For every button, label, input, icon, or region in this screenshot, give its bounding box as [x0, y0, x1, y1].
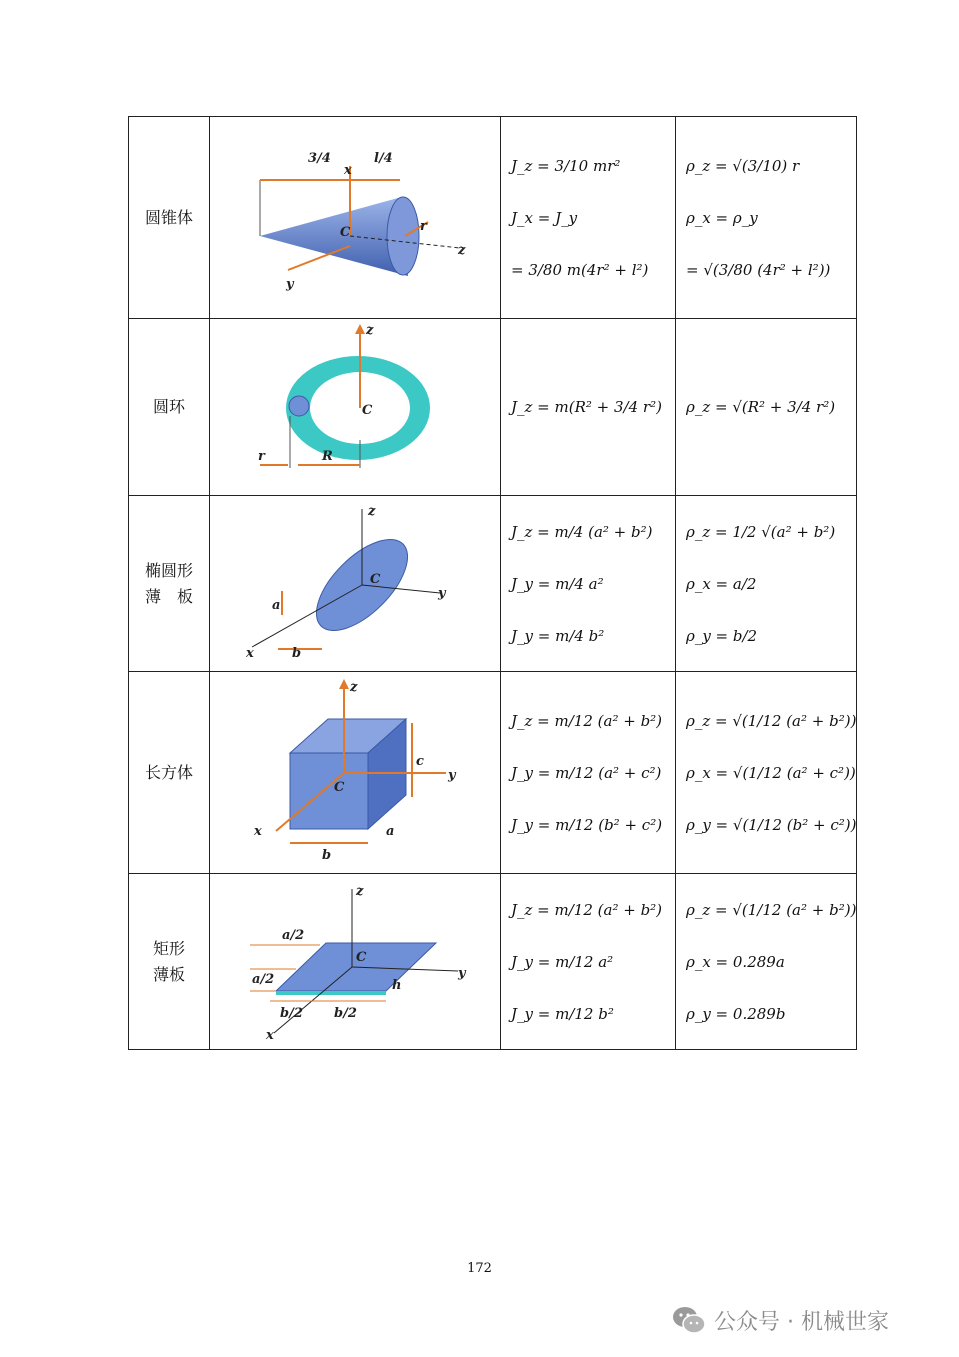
figure-cell: [210, 874, 501, 1050]
label-half-b: b/2: [280, 1005, 303, 1021]
label-x: x: [246, 645, 254, 661]
label-z: z: [366, 322, 374, 338]
inertia-formula-cell: J_z = m/4 (a² + b²) J_y = m/4 a² J_y = m/4 b²: [501, 496, 676, 672]
label-half-a-2: a/2: [252, 971, 275, 987]
label-c: C: [362, 402, 373, 418]
label-y: y: [448, 767, 456, 783]
label-half-b-2: b/2: [334, 1005, 357, 1021]
label-z: z: [368, 503, 376, 519]
body-name: 圆锥体: [129, 117, 210, 319]
label-c: C: [340, 224, 351, 240]
body-name: 椭圆形 薄 板: [129, 496, 210, 672]
moment-of-inertia-table: [128, 116, 857, 1050]
cone-body: [260, 198, 408, 276]
radius-formula-cell: ρ_z = √(1/12 (a² + b²)) ρ_x = √(1/12 (a² + c²)) ρ_y = √(1/12 (b² + c²)): [676, 672, 857, 874]
figure-cell: [210, 672, 501, 874]
table-row: [129, 874, 857, 1050]
body-name: 圆环: [129, 319, 210, 496]
radius-formula-cell: ρ_z = √(3/10) r ρ_x = ρ_y = √(3/80 (4r² + l²)): [676, 117, 857, 319]
label-h: h: [392, 977, 402, 993]
label-l-quarter: l/4: [374, 150, 393, 166]
inertia-formula-cell: J_z = m/12 (a² + b²) J_y = m/12 (a² + c²) J_y = m/12 (b² + c²): [501, 672, 676, 874]
label-b: b: [322, 847, 332, 863]
watermark: [672, 1302, 942, 1338]
label-c: C: [356, 949, 367, 965]
label-center: C: [334, 779, 345, 795]
label-z: z: [356, 883, 364, 899]
label-c: c: [416, 753, 424, 769]
radius-formula-cell: ρ_z = √(1/12 (a² + b²)) ρ_x = 0.289a ρ_y = 0.289b: [676, 874, 857, 1050]
cone-figure: [210, 118, 500, 318]
table-row: [129, 496, 857, 672]
table-row: [129, 319, 857, 496]
inertia-formula-cell: J_z = m(R² + 3/4 r²): [501, 319, 676, 496]
label-r: r: [258, 448, 265, 464]
watermark-text: 公众号 · 机械世家: [714, 1309, 889, 1335]
label-b: b: [292, 645, 302, 661]
table-row: [129, 117, 857, 319]
label-z: z: [350, 679, 358, 695]
radius-formula-cell: ρ_z = √(R² + 3/4 r²): [676, 319, 857, 496]
block-front: [290, 753, 368, 829]
label-x: x: [266, 1027, 274, 1043]
label-x: x: [344, 162, 352, 178]
label-y: y: [458, 965, 466, 981]
wechat-icon: [672, 1305, 706, 1335]
label-a: a: [386, 823, 395, 839]
ellipse-plate-figure: [210, 497, 500, 671]
rect-plate-figure: [210, 875, 500, 1049]
label-half-a: a/2: [282, 927, 305, 943]
label-c: C: [370, 571, 381, 587]
table-row: [129, 672, 857, 874]
page-number: 172: [467, 1261, 492, 1276]
ring-section: [289, 396, 309, 416]
label-big-r: R: [322, 448, 333, 464]
label-three-quarters: 3/4: [308, 150, 331, 166]
inertia-formula-cell: J_z = m/12 (a² + b²) J_y = m/12 a² J_y = m/12 b²: [501, 874, 676, 1050]
figure-cell: [210, 117, 501, 319]
figure-cell: [210, 496, 501, 672]
figure-cell: [210, 319, 501, 496]
inertia-formula-cell: J_z = 3/10 mr² J_x = J_y = 3/80 m(4r² + l²): [501, 117, 676, 319]
radius-formula-cell: ρ_z = 1/2 √(a² + b²) ρ_x = a/2 ρ_y = b/2: [676, 496, 857, 672]
label-x: x: [254, 823, 262, 839]
label-a: a: [272, 597, 281, 613]
label-r: r: [420, 218, 427, 234]
body-name: 长方体: [129, 672, 210, 874]
label-y: y: [438, 585, 446, 601]
body-name: 矩形 薄板: [129, 874, 210, 1050]
label-y: y: [286, 276, 294, 292]
cone-base: [387, 197, 419, 275]
block-figure: [210, 673, 500, 873]
label-z: z: [458, 242, 466, 258]
ring-figure: [210, 320, 500, 495]
